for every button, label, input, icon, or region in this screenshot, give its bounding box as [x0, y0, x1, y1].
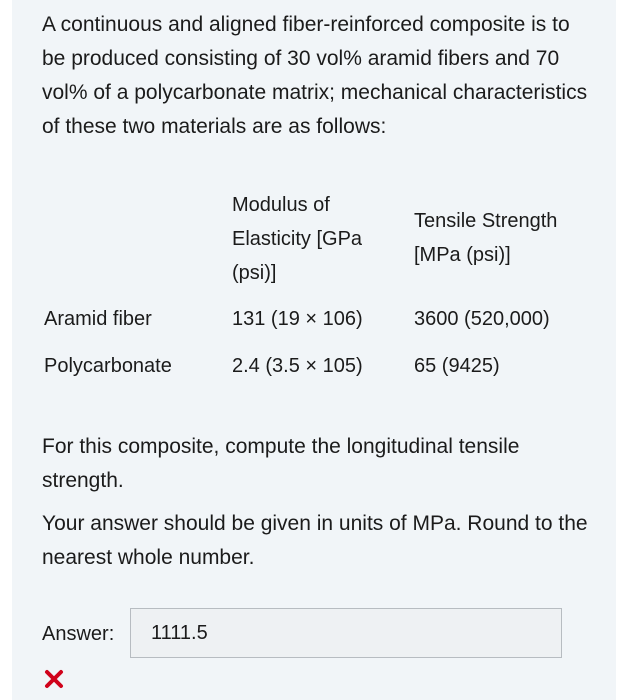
row-polycarbonate-modulus: 2.4 (3.5 × 105) [232, 355, 363, 377]
row-polycarbonate-material: Polycarbonate [44, 355, 172, 377]
answer-instructions: Your answer should be given in units of MPa. Round to the nearest whole number. [42, 512, 588, 569]
column-header-modulus: Modulus of Elasticity [GPa (psi)] [232, 194, 363, 284]
question-card [12, 0, 616, 700]
answer-input[interactable] [130, 608, 562, 658]
row-aramid-modulus: 131 (19 × 106) [232, 308, 363, 330]
question-intro: A continuous and aligned fiber-reinforced composite is to be produced consisting of 30 vol% aramid fibers and 70 vol% of a polycarbonate matrix; mechanical characteristics of these two materials are as follows: [42, 13, 588, 138]
cross-icon [43, 668, 65, 690]
answer-label: Answer: [42, 623, 115, 645]
row-aramid-material: Aramid fiber [44, 308, 152, 330]
column-header-tensile: Tensile Strength [MPa (psi)] [414, 210, 558, 266]
question-prompt: For this composite, compute the longitudinal tensile strength. [42, 435, 520, 492]
row-polycarbonate-tensile: 65 (9425) [414, 355, 500, 377]
row-aramid-tensile: 3600 (520,000) [414, 308, 550, 330]
